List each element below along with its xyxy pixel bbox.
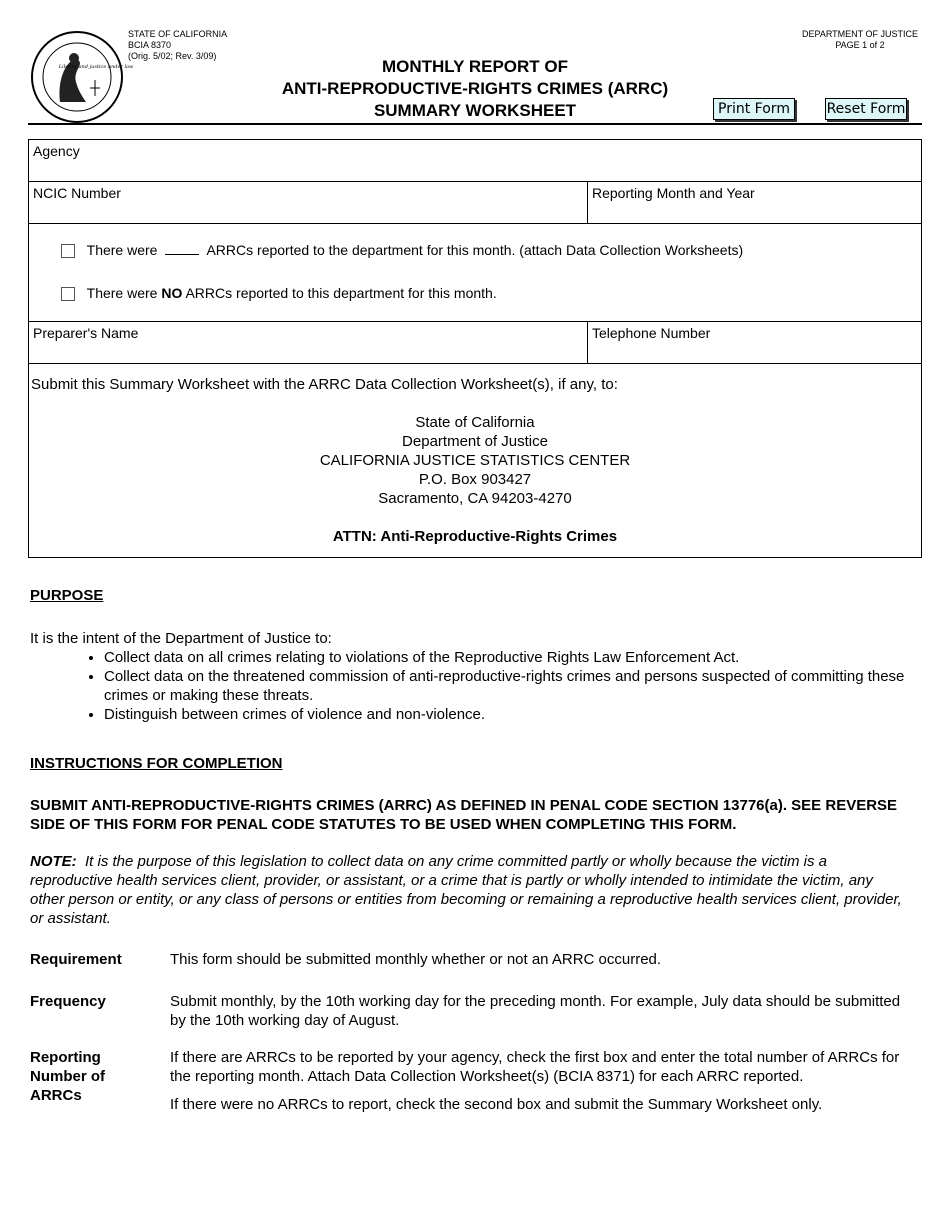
reporting-label: Reporting Number of ARRCs [30, 1049, 105, 1104]
print-form-button[interactable]: Print Form [713, 98, 795, 120]
note-paragraph [30, 852, 910, 928]
reporting-text: If there are ARRCs to be reported by your agency, check the first box and enter the total number of ARRCs for the reporting month. Attach Data Collection Worksheet(s) (BCIA 8371) for each ARRC reported. If there were no ARRCs to report, check the second box and submit the Summary Worksheet only. [170, 1049, 900, 1113]
page-title: MONTHLY REPORT OF ANTI-REPRODUCTIVE-RIGHTS CRIMES (ARRC) SUMMARY WORKSHEET [281, 57, 669, 120]
purpose-item: • Collect data on all crimes relating to violations of the Reproductive Rights Law Enforcement Act. [104, 648, 910, 667]
preparer-field[interactable] [29, 322, 588, 364]
page-indicator: PAGE 1 of 2 [835, 40, 885, 50]
submit-text: Submit this Summary Worksheet with the ARRC Data Collection Worksheet(s), if any, to: [31, 376, 618, 393]
note-text: It is the purpose of this legislation to collect data on any crime committed partly or wholly because the victim is a reproductive health services client, provider, or assistant, or a crime that is partly or wholly intended to intimidate the victim, any other person or entity, or any class of persons or entities from becoming or remaining a reproductive health services client, provider, or assistant. [30, 853, 902, 927]
mailing-address: State of California Department of Justice CALIFORNIA JUSTICE STATISTICS CENTER P.O. Box 903427 Sacramento, CA 94203-4270 ATTN: Anti-Reproductive-Rights Crimes [31, 413, 919, 546]
telephone-field[interactable] [588, 322, 922, 364]
purpose-item: • Collect data on the threatened commission of anti-reproductive-rights crimes and persons suspected of committing these crimes or making these threats. [104, 667, 910, 705]
frequency-label: Frequency [30, 993, 106, 1010]
preparer-label: Preparer's Name [33, 325, 139, 341]
mailing-instructions [29, 364, 922, 558]
option-arrcs-reported: There were ARRCs reported to the department for this month. (attach Data Collection Worksheets) [61, 240, 921, 262]
report-form [28, 139, 922, 558]
arrcs-reported-checkbox[interactable] [61, 244, 75, 258]
department-name: DEPARTMENT OF JUSTICE [801, 29, 918, 39]
requirement-text: This form should be submitted monthly whether or not an ARRC occurred. [170, 951, 662, 968]
department-header [802, 29, 918, 51]
purpose-heading: PURPOSE [30, 587, 104, 604]
requirement-label: Requirement [30, 951, 122, 968]
arrc-options [29, 224, 922, 322]
purpose-section [30, 629, 910, 724]
seal-motto: Liberty and justice under law [58, 64, 134, 70]
ncic-label: NCIC Number [33, 185, 121, 201]
agency-label: Agency [33, 143, 80, 159]
header-divider [28, 123, 922, 125]
form-revision: (Orig. 5/02; Rev. 3/09) [128, 51, 217, 61]
purpose-item: • Distinguish between crimes of violence and non-violence. [104, 705, 910, 724]
option-no-arrcs: There were NO ARRCs reported to this department for this month. [61, 283, 921, 305]
submit-instructions: SUBMIT ANTI-REPRODUCTIVE-RIGHTS CRIMES (ARRC) AS DEFINED IN PENAL CODE SECTION 13776(a). SEE REVERSE SIDE OF THIS FORM FOR PENAL CODE STATUTES TO BE USED WHEN COMPLETING THIS FORM. [30, 797, 898, 833]
reporting-month-field[interactable] [588, 182, 922, 224]
reset-form-button[interactable]: Reset Form [825, 98, 907, 120]
frequency-text: Submit monthly, by the 10th working day for the preceding month. For example, July data should be submitted by the 10th working day of August. [170, 993, 901, 1029]
ncic-field[interactable] [29, 182, 588, 224]
form-number: BCIA 8370 [128, 40, 172, 50]
arrc-count-input[interactable] [165, 240, 199, 255]
agency-field[interactable] [29, 140, 922, 182]
instructions-heading: INSTRUCTIONS FOR COMPLETION [30, 755, 283, 772]
purpose-intro: It is the intent of the Department of Justice to: [30, 630, 332, 647]
note-label: NOTE: [30, 853, 77, 870]
attn-line: ATTN: Anti-Reproductive-Rights Crimes [332, 528, 618, 545]
purpose-list [30, 648, 910, 724]
state-name: STATE OF CALIFORNIA [128, 29, 228, 39]
reporting-month-label: Reporting Month and Year [592, 185, 755, 201]
telephone-label: Telephone Number [592, 325, 711, 341]
no-arrcs-checkbox[interactable] [61, 287, 75, 301]
